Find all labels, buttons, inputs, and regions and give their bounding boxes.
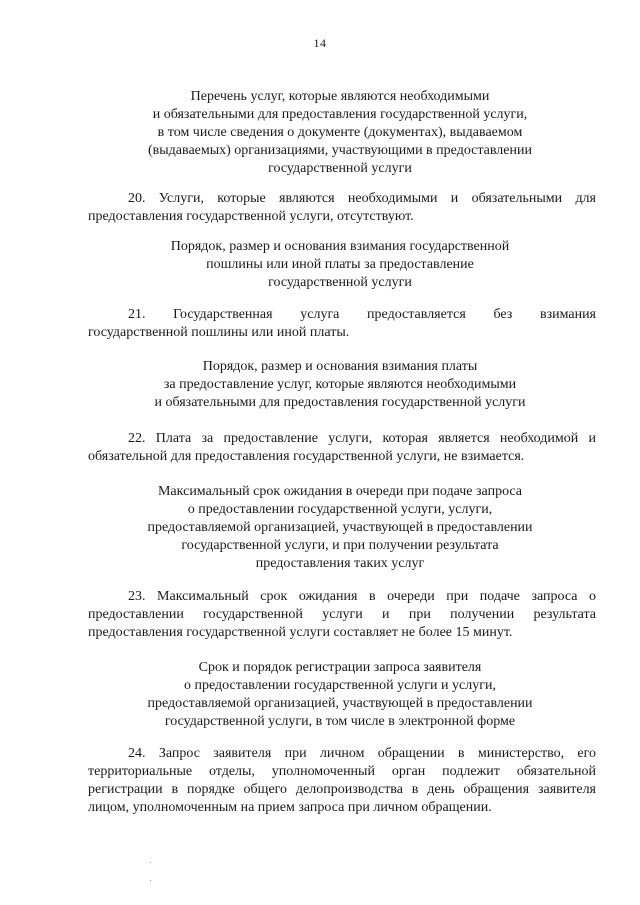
heading-line: Максимальный срок ожидания в очереди при подаче запроса (157, 484, 523, 499)
paragraph-line: лицом, уполномоченным на прием запроса при личном обращении. (88, 800, 492, 815)
heading-line: Срок и порядок регистрации запроса заявителя (198, 660, 482, 675)
heading-line: предоставляемой организацией, участвующей в предоставлении (147, 696, 533, 711)
section-heading-queue-time (60, 483, 620, 573)
paragraph-21 (88, 306, 596, 342)
heading-line: Порядок, размер и основания взимания платы (202, 359, 478, 374)
paragraph-line: предоставления государственной услуги, отсутствуют. (88, 209, 414, 224)
page-number: 14 (313, 36, 327, 50)
paragraph-23 (88, 588, 596, 642)
paragraph-24 (88, 745, 596, 817)
paragraph-line: 20. Услуги, которые являются необходимыми и обязательными для (128, 191, 596, 206)
heading-line: Порядок, размер и основания взимания государственной (170, 239, 510, 254)
section-heading-state-fee (60, 238, 620, 292)
heading-line: государственной услуги (268, 275, 412, 290)
section-heading-registration (60, 659, 620, 731)
heading-line: пошлины или иной платы за предоставление (206, 257, 474, 272)
heading-line: Перечень услуг, которые являются необходимыми (190, 89, 490, 104)
heading-line: предоставляемой организацией, участвующей в предоставлении (147, 520, 533, 535)
paragraph-20 (88, 190, 596, 226)
heading-line: и обязательными для предоставления государственной услуги (154, 395, 526, 410)
section-heading-service-fee (60, 358, 620, 412)
scan-speck (150, 880, 151, 881)
paragraph-line: 21. Государственная услуга предоставляется без взимания (128, 307, 596, 322)
heading-line: о предоставлении государственной услуги и услуги, (184, 678, 496, 693)
heading-line: за предоставление услуг, которые являются необходимыми (163, 377, 517, 392)
heading-line: и обязательными для предоставления государственной услуги, (152, 107, 528, 122)
scan-speck (150, 862, 151, 863)
heading-line: о предоставлении государственной услуги, услуги, (187, 502, 493, 517)
paragraph-line: государственной пошлины или иной платы. (88, 325, 350, 340)
heading-line: государственной услуги, и при получении результата (181, 538, 499, 553)
paragraph-line: 22. Плата за предоставление услуги, которая является необходимой и (128, 431, 596, 446)
heading-line: (выдаваемых) организациями, участвующими в предоставлении (148, 143, 532, 158)
paragraph-line: 24. Запрос заявителя при личном обращении в министерство, его (128, 746, 596, 761)
paragraph-line: территориальные отделы, уполномоченный орган подлежит обязательной (88, 764, 596, 779)
paragraph-line: обязательной для предоставления государственной услуги, не взимается. (88, 449, 525, 464)
paragraph-line: предоставлении государственной услуги и при получении результата (88, 607, 596, 622)
heading-line: предоставления таких услуг (255, 556, 425, 571)
heading-line: государственной услуги (268, 161, 412, 176)
paragraph-line: 23. Максимальный срок ожидания в очереди при подаче запроса о (128, 589, 596, 604)
paragraph-line: предоставления государственной услуги составляет не более 15 минут. (88, 625, 513, 640)
heading-line: в том числе сведения о документе (документах), выдаваемом (157, 125, 523, 140)
paragraph-line: регистрации в порядке общего делопроизводства в день обращения заявителя (88, 782, 596, 797)
paragraph-22 (88, 430, 596, 466)
section-heading-required-services (60, 88, 620, 178)
heading-line: государственной услуги, в том числе в электронной форме (164, 714, 516, 729)
